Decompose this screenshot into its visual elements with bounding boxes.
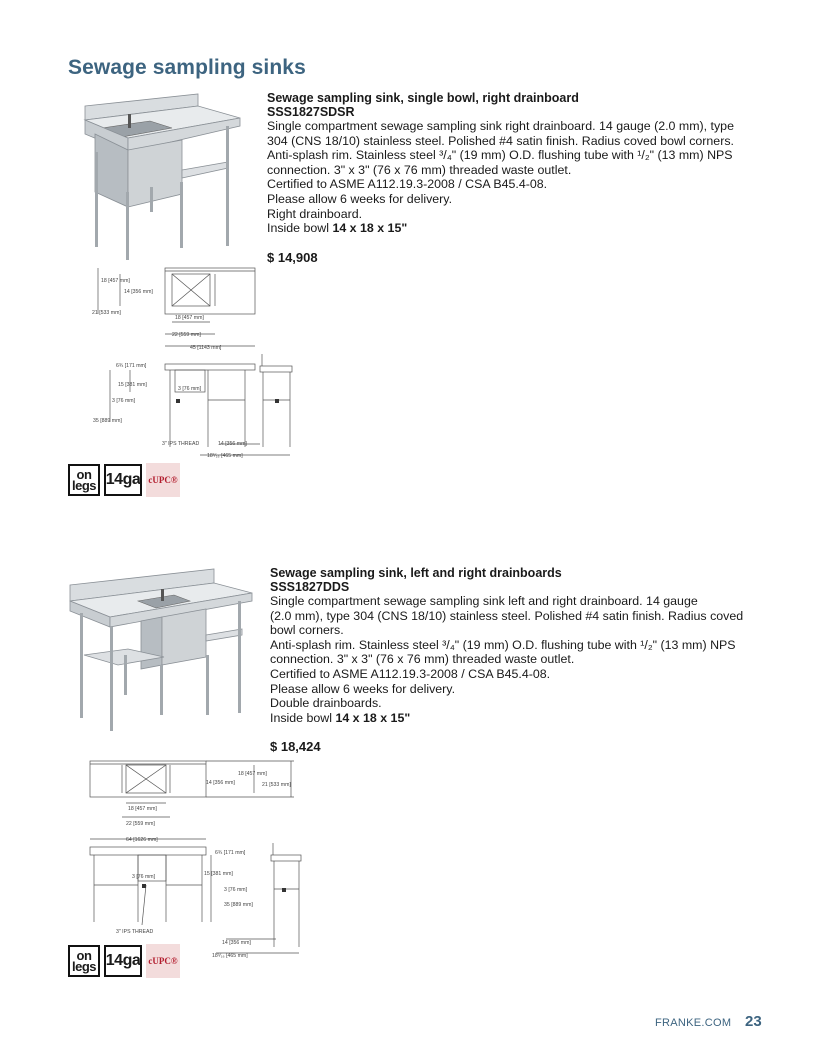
gauge-badge: 14ga bbox=[104, 464, 142, 496]
certification-badges bbox=[68, 463, 180, 497]
dim-label: 18⁵⁄₁₆ [465 mm] bbox=[207, 453, 243, 459]
inside-bowl-line bbox=[270, 711, 790, 726]
product-name: Sewage sampling sink, single bowl, right drainboard bbox=[267, 91, 579, 105]
description-line: Please allow 6 weeks for delivery. bbox=[267, 191, 453, 206]
dim-label: 64 [1626 mm] bbox=[126, 837, 158, 843]
product-double-drainboard bbox=[270, 567, 790, 754]
dim-label: 3 [76 mm] bbox=[224, 887, 248, 893]
description-line: Anti-splash rim. Stainless steel ³/₄" (19 mm) O.D. flushing tube with ¹/₂" (13 mm) NPS bbox=[270, 637, 736, 652]
dim-label: 14 [356 mm] bbox=[124, 289, 153, 295]
dim-label: 6¾ [171 mm] bbox=[215, 850, 246, 856]
dim-label: 3" IPS THREAD bbox=[116, 929, 154, 935]
dim-label: 22 [559 mm] bbox=[172, 332, 201, 338]
technical-drawing-single-drainboard bbox=[90, 262, 305, 462]
product-photo-double-drainboard bbox=[66, 565, 256, 735]
dim-label: 18⁵⁄₁₆ [465 mm] bbox=[212, 953, 248, 959]
gauge-badge: 14ga bbox=[104, 945, 142, 977]
dim-label: 3 [76 mm] bbox=[132, 874, 156, 880]
dim-label: 3 [76 mm] bbox=[112, 398, 136, 404]
dim-label: 18 [457 mm] bbox=[101, 278, 130, 284]
dim-label: 3" IPS THREAD bbox=[162, 441, 200, 447]
upc-badge: cUPC® bbox=[146, 463, 180, 497]
dim-label: 14 [356 mm] bbox=[222, 940, 251, 946]
product-description bbox=[270, 594, 790, 725]
description-line: Certified to ASME A112.19.3-2008 / CSA B45.4-08. bbox=[267, 177, 548, 192]
description-line: Certified to ASME A112.19.3-2008 / CSA B45.4-08. bbox=[270, 666, 551, 681]
description-line: Please allow 6 weeks for delivery. bbox=[270, 681, 456, 696]
description-line: Double drainboards. bbox=[270, 696, 382, 711]
dim-label: 22 [559 mm] bbox=[126, 821, 155, 827]
product-description bbox=[267, 119, 787, 236]
dim-label: 45 [1143 mm] bbox=[190, 345, 222, 351]
technical-drawing-double-drainboard bbox=[86, 757, 306, 962]
on-legs-badge: on legs bbox=[68, 464, 100, 496]
description-line: Single compartment sewage sampling sink right drainboard. 14 gauge (2.0 mm), type bbox=[267, 119, 734, 133]
inside-bowl-label: Inside bowl bbox=[270, 710, 336, 725]
description-line: (2.0 mm), type 304 (CNS 18/10) stainless steel. Polished #4 satin finish. Radius coved bbox=[270, 608, 744, 623]
product-sku: SSS1827SDSR bbox=[267, 105, 355, 119]
product-price: $ 14,908 bbox=[267, 249, 318, 265]
dim-label: 21 [533 mm] bbox=[92, 310, 121, 316]
dim-label: 35 [889 mm] bbox=[93, 418, 122, 424]
sink-photo-icon bbox=[80, 92, 245, 262]
inside-bowl-line bbox=[267, 221, 787, 236]
dim-label: 14 [356 mm] bbox=[218, 441, 247, 447]
dim-label: 14 [356 mm] bbox=[206, 780, 235, 786]
description-line: Right drainboard. bbox=[267, 206, 363, 221]
upc-badge: cUPC® bbox=[146, 944, 180, 978]
certification-badges bbox=[68, 944, 180, 978]
dim-label: 15 [381 mm] bbox=[118, 382, 147, 388]
dim-label: 21 [533 mm] bbox=[262, 782, 291, 788]
description-line: connection. 3" x 3" (76 x 76 mm) threaded waste outlet. bbox=[267, 162, 572, 177]
footer-brand: FRANKE.COM bbox=[655, 1017, 732, 1029]
description-line: connection. 3" x 3" (76 x 76 mm) threaded waste outlet. bbox=[270, 652, 575, 667]
description-line: Anti-splash rim. Stainless steel ³/₄" (19 mm) O.D. flushing tube with ¹/₂" (13 mm) NPS bbox=[267, 148, 733, 163]
inside-bowl-label: Inside bowl bbox=[267, 221, 333, 236]
on-legs-badge: on legs bbox=[68, 945, 100, 977]
inside-bowl-size: 14 x 18 x 15" bbox=[332, 221, 408, 236]
description-line: bowl corners. bbox=[270, 623, 344, 638]
description-line: 304 (CNS 18/10) stainless steel. Polished #4 satin finish. Radius coved bowl corners. bbox=[267, 133, 734, 148]
dim-label: 18 [457 mm] bbox=[238, 771, 267, 777]
page-title: Sewage sampling sinks bbox=[68, 56, 306, 79]
product-price: $ 18,424 bbox=[270, 739, 321, 755]
dim-label: 18 [457 mm] bbox=[128, 806, 157, 812]
dim-label: 15 [381 mm] bbox=[204, 871, 233, 877]
dim-label: 35 [889 mm] bbox=[224, 902, 253, 908]
product-name: Sewage sampling sink, left and right drainboards bbox=[270, 566, 562, 580]
page-number: 23 bbox=[745, 1013, 762, 1030]
description-line: Single compartment sewage sampling sink left and right drainboard. 14 gauge bbox=[270, 594, 698, 608]
dim-label: 18 [457 mm] bbox=[175, 315, 204, 321]
product-sku: SSS1827DDS bbox=[270, 580, 350, 594]
product-photo-single-drainboard bbox=[80, 92, 245, 262]
product-single-drainboard bbox=[267, 92, 787, 265]
sink-photo-icon bbox=[66, 565, 256, 735]
dim-label: 3 [76 mm] bbox=[178, 386, 202, 392]
inside-bowl-size: 14 x 18 x 15" bbox=[335, 710, 411, 725]
dim-label: 6¾ [171 mm] bbox=[116, 363, 147, 369]
